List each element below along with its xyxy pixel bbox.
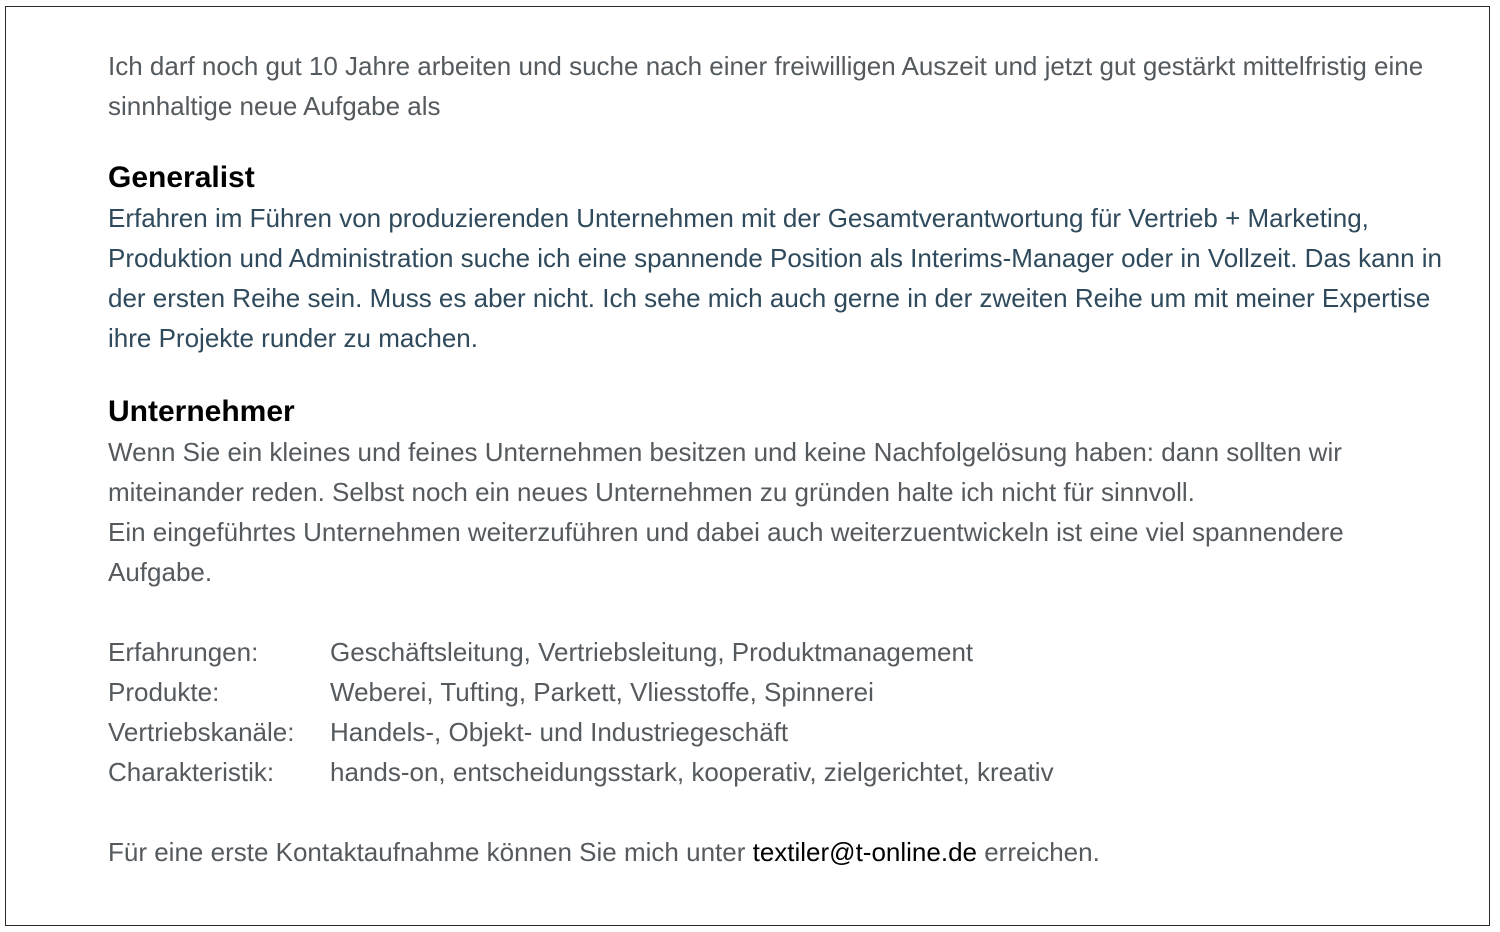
unternehmer-text-2: Ein eingeführtes Unternehmen weiterzuführen und dabei auch weiterzuentwickeln ist eine viel spannendere Aufgabe. [108, 517, 1344, 587]
intro-paragraph: Ich darf noch gut 10 Jahre arbeiten und suche nach einer freiwilligen Auszeit und jetzt gut gestärkt mittelfristig eine sinnhaltige neue Aufgabe als [108, 51, 1424, 121]
fact-label: Erfahrungen: [108, 637, 259, 667]
unternehmer-text-1: Wenn Sie ein kleines und feines Unternehmen besitzen und keine Nachfolgelösung haben: dann sollten wir miteinander reden. Selbst noch ein neues Unternehmen zu gründen halte ich nicht für sinnvoll. [108, 437, 1342, 507]
fact-value: Geschäftsleitung, Vertriebsleitung, Produktmanagement [330, 637, 974, 667]
fact-value: Handels-, Objekt- und Industriegeschäft [330, 717, 789, 747]
document-body [108, 46, 1448, 872]
contact-text-before: Für eine erste Kontaktaufnahme können Sie mich unter [108, 837, 753, 867]
fact-label: Charakteristik: [108, 757, 275, 787]
generalist-heading: Generalist [108, 161, 255, 194]
fact-row-charakteristik [108, 752, 1448, 792]
contact-text-after: erreichen. [976, 837, 1100, 867]
facts-list [108, 632, 1448, 792]
generalist-paragraph: Erfahren im Führen von produzierenden Unternehmen mit der Gesamtverantwortung für Vertrieb + Marketing, Produktion und Administration suche ich eine spannende Position als Interims-Manager oder in Vollzeit. Das kann in der ersten Reihe sein. Muss es aber nicht. Ich sehe mich auch gerne in der zweiten Reihe um mit meiner Expertise ihre Projekte runder zu machen. [108, 203, 1442, 353]
contact-line [108, 832, 1448, 872]
unternehmer-paragraph [108, 432, 1448, 592]
fact-label: Vertriebskanäle: [108, 717, 295, 747]
fact-row-produkte [108, 672, 1448, 712]
unternehmer-heading: Unternehmer [108, 395, 295, 428]
fact-row-erfahrungen [108, 632, 1448, 672]
fact-label: Produkte: [108, 677, 220, 707]
email-link[interactable]: textiler@t-online.de [752, 837, 977, 867]
fact-value: Weberei, Tufting, Parkett, Vliesstoffe, Spinnerei [330, 677, 874, 707]
fact-value: hands-on, entscheidungsstark, kooperativ, zielgerichtet, kreativ [330, 757, 1054, 787]
fact-row-vertriebskanaele [108, 712, 1448, 752]
